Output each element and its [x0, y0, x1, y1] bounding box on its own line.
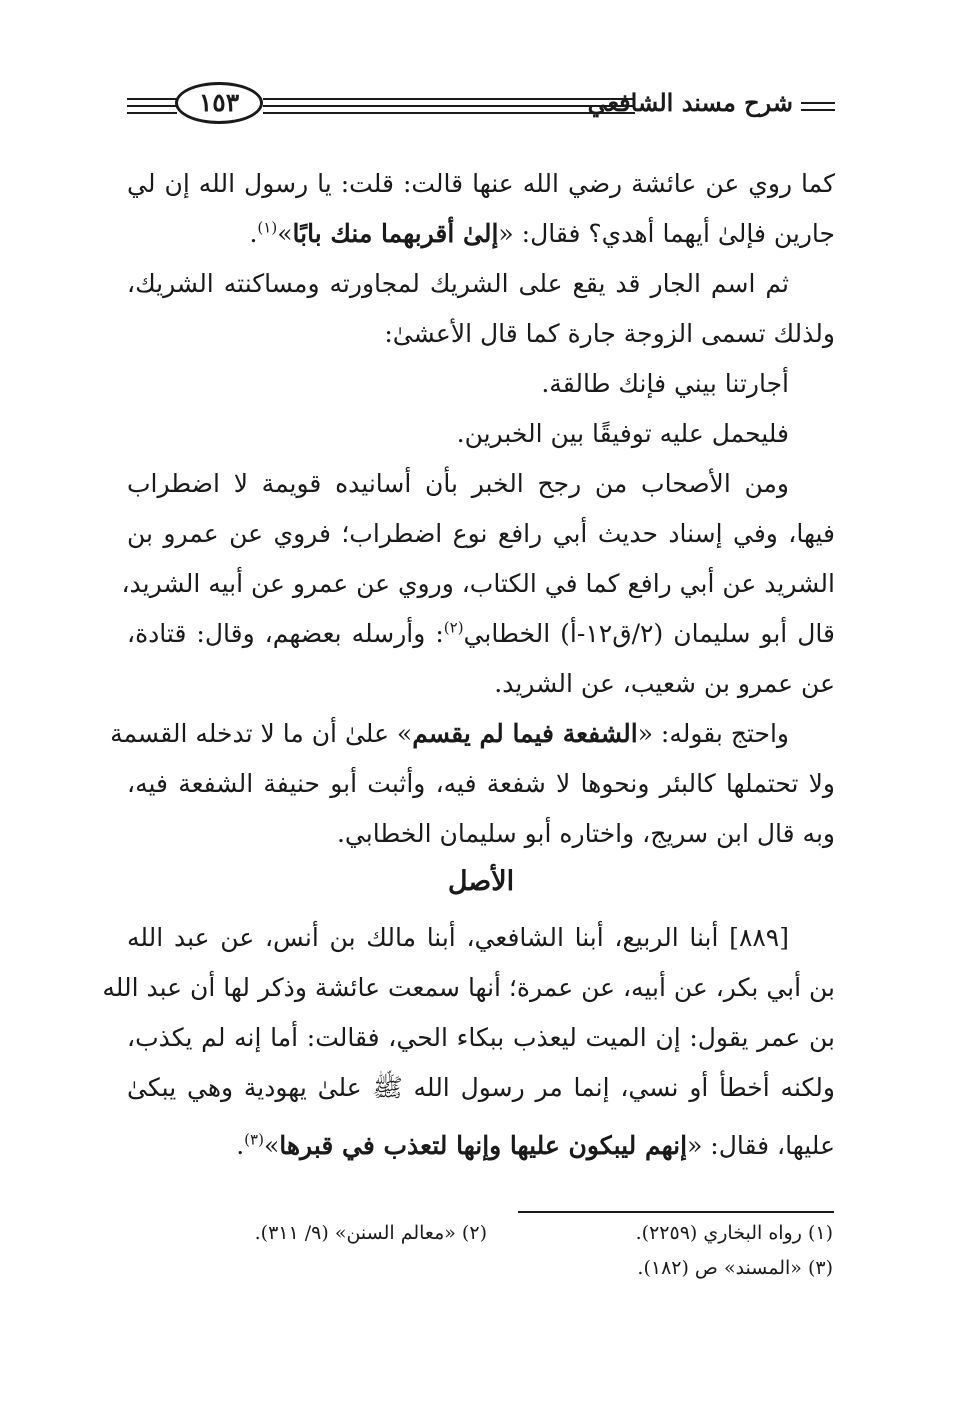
- text-line: واحتج بقوله: «الشفعة فيما لم يقسم» علىٰ أن ما لا تدخله القسمة: [110, 719, 789, 748]
- footnote-2: (٢) «معالم السنن» (٩/ ٣١١).: [254, 1222, 487, 1244]
- text-line: عليها، فقال: «إنهم ليبكون عليها وإنها لتعذب في قبرها»$^{(٣)}$.: [236, 1130, 835, 1160]
- text-line: بن أبي بكر، عن أبيه، عن عمرة؛ أنها سمعت عائشة وذكر لها أن عبد الله: [102, 973, 835, 1002]
- text-line: عن عمرو بن شعيب، عن الشريد.: [494, 669, 835, 698]
- text-line: ثم اسم الجار قد يقع على الشريك لمجاورته ومساكنته الشريك،: [127, 269, 789, 298]
- header-rule: [801, 102, 835, 104]
- text-line: فيها، وفي إسناد حديث أبي رافع نوع اضطراب؛ فروي عن عمرو بن: [127, 519, 835, 548]
- text-line: ولا تحتملها كالبئر ونحوها لا شفعة فيه، وأثبت أبو حنيفة الشفعة فيه،: [127, 769, 835, 798]
- book-title: شرح مسند الشافعي: [587, 88, 793, 117]
- footnote-separator: [518, 1211, 834, 1213]
- header-rule: [127, 105, 177, 107]
- footnote-1: (١) رواه البخاري (٢٢٥٩).: [635, 1222, 833, 1244]
- header-rule: [801, 109, 835, 111]
- poem-line: أجارتنا بيني فإنك طالقة.: [541, 369, 789, 398]
- footnote-ref: (٢): [443, 618, 464, 637]
- text-line: بن عمر يقول: إن الميت ليعذب ببكاء الحي، فقالت: أما إنه لم يكذب،: [127, 1023, 835, 1052]
- text-line: جارين فإلىٰ أيهما أهدي؟ فقال: «إلىٰ أقربهما منك بابًا»$^{(١)}$.: [249, 218, 835, 248]
- text-line: كما روي عن عائشة رضي الله عنها قالت: قلت: يا رسول الله إن لي: [127, 169, 835, 198]
- text-line: ولذلك تسمى الزوجة جارة كما قال الأعشىٰ:: [384, 319, 835, 348]
- header-rule: [263, 105, 635, 107]
- text-line: [٨٨٩] أبنا الربيع، أبنا الشافعي، أبنا مالك بن أنس، عن عبد الله: [127, 923, 789, 952]
- text-line: قال أبو سليمان (٢/ق١٢-أ) الخطابي$^{(٢)}$: وأرسله بعضهم، وقال: قتادة،: [127, 618, 835, 648]
- header-rule: [263, 112, 635, 114]
- text-line: وبه قال ابن سريج، واختاره أبو سليمان الخطابي.: [336, 819, 835, 848]
- footnote-3: (٣) «المسند» ص (١٨٢).: [637, 1257, 833, 1279]
- page-header: [125, 78, 837, 134]
- section-heading: الأصل: [447, 866, 515, 897]
- text-line: ومن الأصحاب من رجح الخبر بأن أسانيده قويمة لا اضطراب: [127, 469, 789, 498]
- text-line: فليحمل عليه توفيقًا بين الخبرين.: [456, 419, 789, 448]
- footnote-ref: (٣): [244, 1130, 264, 1149]
- header-rule: [127, 112, 177, 114]
- text-line: الشريد عن أبي رافع كما في الكتاب، وروي عن عمرو عن أبيه الشريد،: [121, 569, 835, 598]
- footnote-ref: (١): [257, 218, 278, 237]
- text-line: ولكنه أخطأ أو نسي، إنما مر رسول الله ﷺ علىٰ يهودية وهي يبكىٰ: [127, 1073, 835, 1102]
- page-number: ١٥٣: [175, 82, 263, 124]
- header-rule: [127, 98, 177, 100]
- header-rule: [263, 98, 635, 100]
